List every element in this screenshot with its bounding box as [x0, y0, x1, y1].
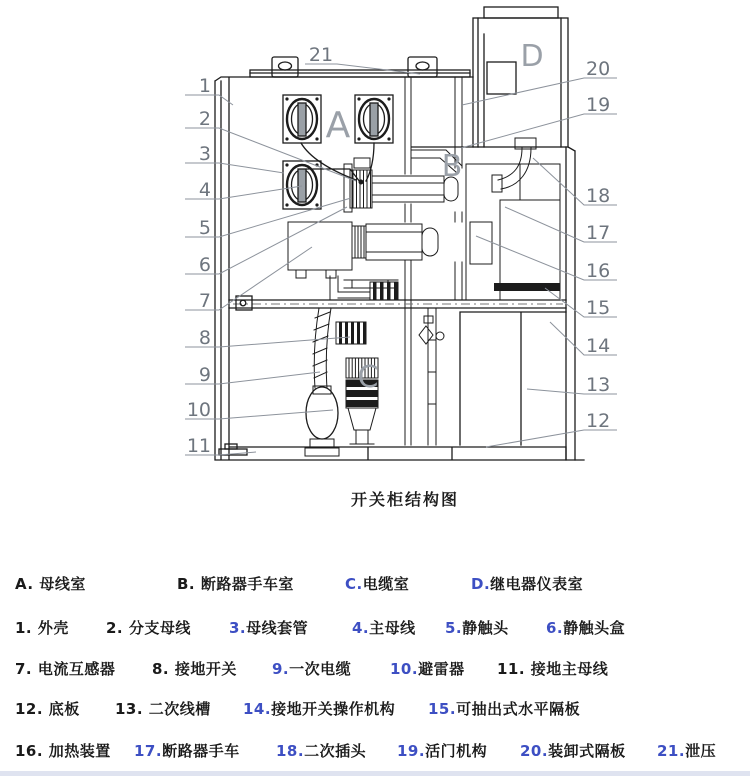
callout-9: 9 [198, 364, 211, 386]
legend-row-16-21 [0, 740, 750, 760]
compartment-letter-A: A [325, 105, 351, 146]
legend-row-1-6 [0, 617, 750, 637]
legend-item: 5.静触头 [445, 619, 509, 637]
callout-18: 18 [586, 185, 611, 207]
legend-item: 11. 接地主母线 [497, 660, 609, 678]
compartment-letter-D: D [520, 39, 544, 74]
callout-20: 20 [586, 58, 611, 80]
legend-item: 7. 电流互感器 [15, 660, 116, 678]
legend-item: 9.一次电缆 [272, 660, 352, 678]
callout-15: 15 [586, 297, 611, 319]
legend-item: 4.主母线 [352, 619, 416, 637]
legend-item: 3.母线套管 [229, 619, 309, 637]
legend-item: 17.断路器手车 [134, 742, 240, 760]
legend-item: 12. 底板 [15, 700, 80, 718]
callout-16: 16 [586, 260, 611, 282]
legend-item: 8. 接地开关 [152, 660, 237, 678]
callout-14: 14 [586, 335, 611, 357]
callout-12: 12 [586, 410, 611, 432]
legend-item: C.电缆室 [345, 575, 410, 593]
callout-7: 7 [198, 290, 211, 312]
legend-item: 10.避雷器 [390, 660, 465, 678]
legend-item: 1. 外壳 [15, 619, 69, 637]
callout-8: 8 [198, 327, 211, 349]
bottom-strip [0, 771, 750, 776]
callout-13: 13 [586, 374, 611, 396]
callout-17: 17 [586, 222, 611, 244]
callout-11: 11 [186, 435, 211, 457]
callout-19: 19 [586, 94, 611, 116]
legend-item: 15.可抽出式水平隔板 [428, 700, 581, 718]
legend-item: 21.泄压 [657, 742, 717, 760]
legend-item: 19.活门机构 [397, 742, 488, 760]
diagram-caption: 开关柜结构图 [350, 490, 459, 509]
callout-6: 6 [198, 254, 211, 276]
callout-1: 1 [198, 75, 211, 97]
legend-item: D.继电器仪表室 [471, 575, 584, 593]
legend-item: 20.装卸式隔板 [520, 742, 626, 760]
legend-item: 16. 加热装置 [15, 742, 111, 760]
callout-10: 10 [186, 399, 211, 421]
callout-5: 5 [198, 217, 211, 239]
compartment-letter-C: C [357, 360, 379, 395]
callout-21: 21 [308, 44, 334, 66]
legend-item: 13. 二次线槽 [115, 700, 211, 718]
legend-row-compartments [0, 573, 750, 593]
compartment-letter-B: B [441, 149, 463, 184]
legend-item: 18.二次插头 [276, 742, 367, 760]
legend-row-7-11 [0, 658, 750, 678]
legend-row-12-15 [0, 698, 750, 718]
legend-item: B. 断路器手车室 [177, 575, 294, 593]
legend-item: 6.静触头盒 [546, 619, 626, 637]
callout-3: 3 [198, 143, 211, 165]
legend-item: 2. 分支母线 [106, 619, 191, 637]
legend-item: 14.接地开关操作机构 [243, 700, 396, 718]
legend-item: A. 母线室 [15, 575, 86, 593]
callout-4: 4 [198, 179, 211, 201]
callout-2: 2 [198, 108, 211, 130]
